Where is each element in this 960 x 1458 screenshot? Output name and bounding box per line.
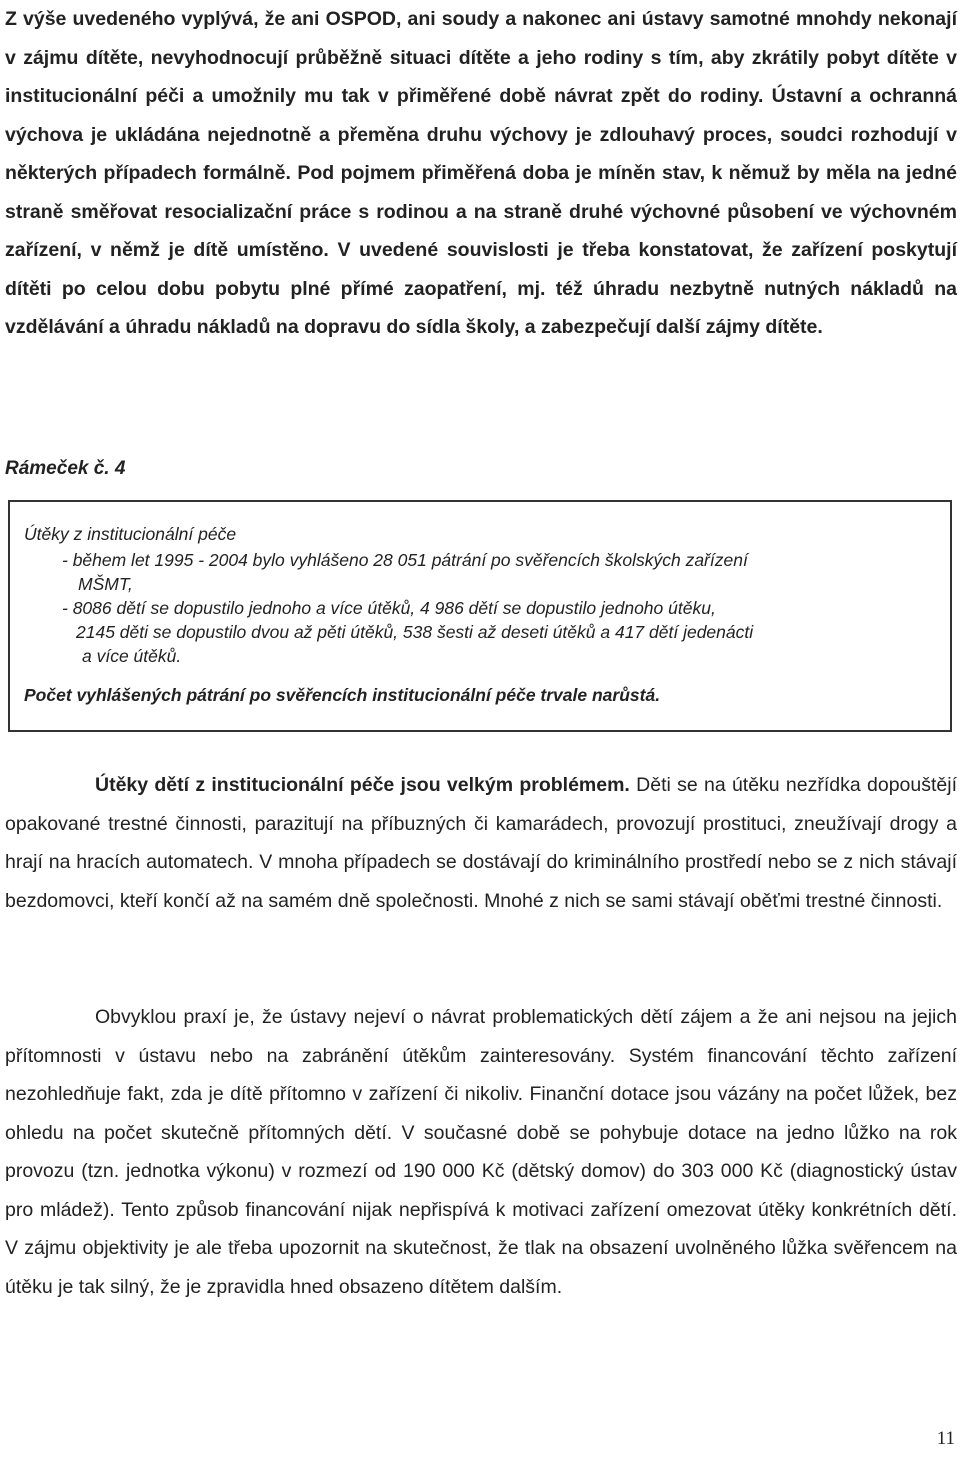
box-summary: Počet vyhlášených pátrání po svěřencích institucionální péče trvale narůstá. <box>24 685 661 705</box>
paragraph-3-text: Obvyklou praxí je, že ústavy nejeví o návrat problematických dětí zájem a že ani nejsou na jejich přítomnosti v ústavu nebo na zabránění útěkům zainteresovány. Systém financování těchto zařízení nezohledňuje fakt, zda je dítě přítomno v zařízení či nikoliv. Finanční dotace jsou vázány na počet lůžek, bez ohledu na počet skutečně přítomných dětí. V současné době se pohybuje dotace na jedno lůžko na rok provozu (tzn. jednotka výkonu) v rozmezí od 190 000 Kč (dětský domov) do 303 000 Kč (diagnostický ústav pro mládež). Tento způsob financování nijak nepřispívá k motivaci zařízení omezovat útěky konkrétních dětí. V zájmu objektivity je ale třeba upozornit na skutečnost, že tlak na obsazení uvolněného lůžka svěřencem na útěku je tak silný, že je zpravidla hned obsazeno dítětem dalším. <box>5 1006 957 1298</box>
box-heading: Útěky z institucionální péče <box>24 524 237 544</box>
paragraph-1-text: Z výše uvedeného vyplývá, že ani OSPOD, ani soudy a nakonec ani ústavy samotné mnohdy nekonají v zájmu dítěte, nevyhodnocují průběžně situaci dítěte a jeho rodiny s tím, aby zkrátily pobyt dítěte v institucionální péči a umožnily mu tak v přiměřené době návrat zpět do rodiny. Ústavní a ochranná výchova je ukládána nejednotně a přeměna druhu výchovy je zdlouhavý proces, soudci rozhodují v některých případech formálně. Pod pojmem přiměřená doba je míněn stav, k němuž by měla na jedné straně směřovat resocializační práce s rodinou a na straně druhé výchovné působení ve výchovném zařízení, v němž je dítě umístěno. V uvedené souvislosti je třeba konstatovat, že zařízení poskytují dítěti po celou dobu pobytu plné přímé zaopatření, mj. též úhradu nezbytně nutných nákladů na vzdělávání a úhradu nákladů na dopravu do sídla školy, a zabezpečují další zájmy dítěte. <box>5 8 957 338</box>
box-label: Rámeček č. 4 <box>5 458 126 479</box>
paragraph-2-lead: Útěky dětí z institucionální péče jsou velkým problémem. <box>95 774 630 796</box>
box-item-2-line-2: 2145 děti se dopustilo dvou až pěti útěků, 538 šesti až deseti útěků a 417 dětí jedenácti <box>76 622 754 642</box>
paragraph-1 <box>5 0 957 347</box>
box-item-2-line-1: - 8086 dětí se dopustilo jednoho a více útěků, 4 986 dětí se dopustilo jednoho útěku, <box>62 598 716 618</box>
paragraph-2 <box>5 766 957 920</box>
info-box <box>8 500 952 732</box>
paragraph-3 <box>5 998 957 1306</box>
paragraph-2-text: Děti se na útěku nezřídka dopouštějí opakované trestné činnosti, parazitují na příbuzných či kamarádech, provozují prostituci, zneužívají drogy a hrají na hracích automatech. V mnoha případech se dostávají do kriminálního prostředí nebo se z nich stávají bezdomovci, kteří končí až na samém dně společnosti. Mnohé z nich se sami stávají oběťmi trestné činnosti. <box>5 774 957 912</box>
page-number: 11 <box>936 1428 955 1449</box>
box-item-1-line-2: MŠMT, <box>78 574 133 594</box>
box-item-1-line-1: - během let 1995 - 2004 bylo vyhlášeno 28 051 pátrání po svěřencích školských zařízení <box>62 550 748 570</box>
box-item-2-line-3: a více útěků. <box>82 646 182 666</box>
